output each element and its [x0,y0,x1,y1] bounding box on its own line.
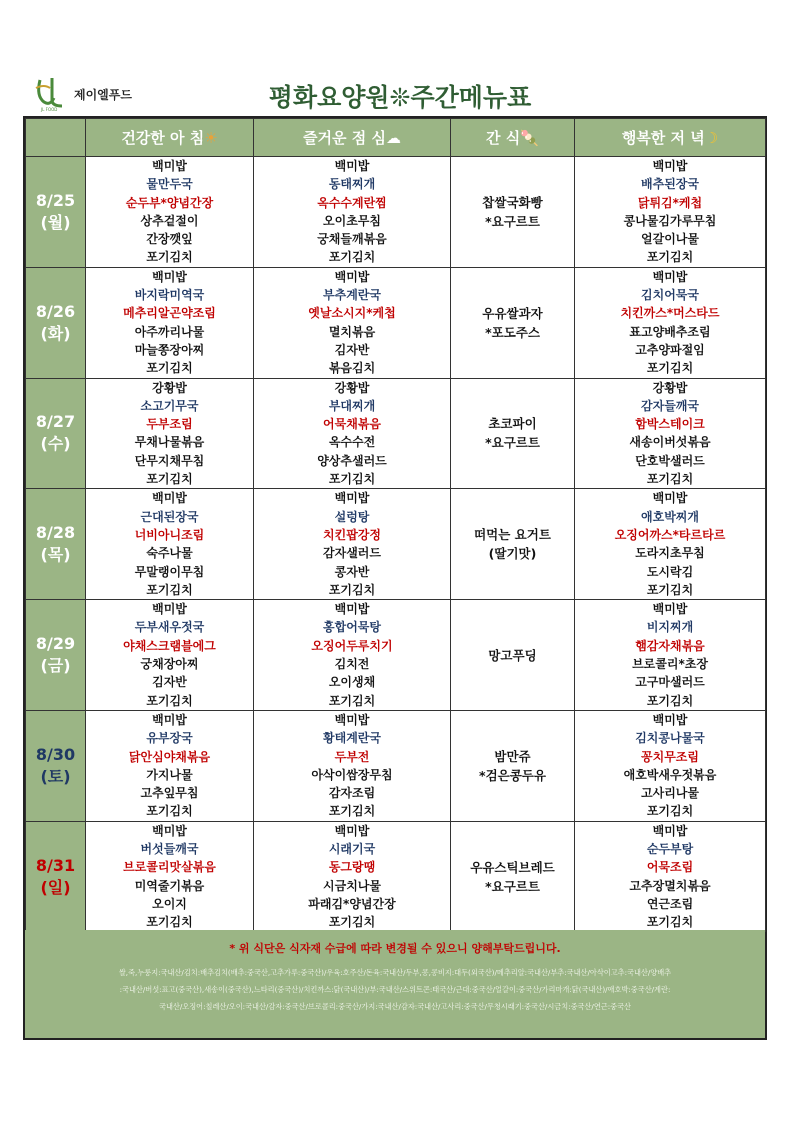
menu-item: 포기김치 [646,582,694,597]
menu-item: 새송이버섯볶음 [629,435,711,450]
menu-item: 포기김치 [146,693,193,708]
menu-item: 포기김치 [146,804,193,819]
menu-item: 강황밥 [334,380,370,395]
day-date: 8/31 [35,855,76,875]
menu-item: 근대된장국 [140,509,199,524]
menu-item: 멸치볶음 [328,324,376,339]
dinner-cell [575,821,766,932]
day-row [26,157,766,268]
menu-item: 감자샐러드 [323,546,381,561]
snack-item: *포도주스 [485,324,540,340]
day-row [26,821,766,932]
menu-item: 닭안심야채볶음 [128,749,211,764]
menu-item: 무말랭이무침 [134,564,205,579]
snack-cell [451,489,575,600]
dinner-cell [575,600,766,711]
header-breakfast: 건강한 아 침☀ [86,119,254,157]
breakfast-cell [86,267,254,378]
menu-item: 유부장국 [146,731,193,746]
header-snack: 간 식🍡 [451,119,575,157]
lunch-cell [254,157,451,268]
menu-item: 고사리나물 [641,786,699,801]
menu-item: 단무지채무침 [134,453,205,468]
menu-item: 포기김치 [328,693,376,708]
day-date: 8/28 [35,523,76,543]
menu-item: 백미밥 [652,712,688,727]
menu-item: 물만두국 [146,177,193,192]
menu-item: 가지나물 [146,767,193,782]
menu-item: 백미밥 [652,823,688,838]
menu-item: 황태계란국 [323,731,381,746]
menu-item: 닭튀김*케첩 [637,195,703,210]
breakfast-cell [86,600,254,711]
menu-item: 양상추샐러드 [317,453,387,468]
menu-item: 시금치나물 [323,878,381,893]
menu-item: 백미밥 [152,269,187,284]
menu-item: 오징어두루치기 [311,638,393,653]
moon-icon: ☽ [704,129,719,147]
header-dinner: 행복한 저 녁☽ [575,119,766,157]
change-notice: * 위 식단은 식자재 수급에 따라 변경될 수 있으니 양해부탁드립니다. [229,942,561,955]
menu-item: 백미밥 [152,712,187,727]
menu-item: 백미밥 [334,602,370,617]
menu-item: 아삭이쌈장무침 [311,767,393,782]
menu-item: 포기김치 [146,472,193,487]
menu-item: 브로콜리맛살볶음 [123,860,216,875]
menu-item: 포기김치 [328,472,376,487]
menu-item: 포기김치 [646,361,694,376]
menu-item: 감자들깨국 [641,398,699,413]
menu-item: 김치전 [334,657,370,672]
snack-cell [451,378,575,489]
menu-item: 숙주나물 [146,546,193,561]
menu-item: 메추리알곤약조림 [123,306,216,321]
lunch-cell [254,600,451,711]
menu-item: 강황밥 [652,380,688,395]
origin-line: :국내산/버섯:표고(중국산),새송이(중국산),느타리(중국산)/치킨까스:닭(국내산)/부:국내산/스위트콘:태국산/근대:중국산/얼갈이:중국산/가리마개:닭(국내산)/애호박:중국산/계란: [119,985,671,994]
cloud-icon: ☁ [385,129,401,147]
menu-item: 간장깻잎 [146,232,193,247]
footer-notes [25,930,765,1038]
dinner-cell [575,489,766,600]
header-lunch: 즐거운 점 심☁ [254,119,451,157]
snack-item: 밤만쥬 [494,748,531,764]
snack-item: (딸기맛) [488,546,537,562]
menu-item: 시래기국 [328,841,376,856]
origin-info [41,964,749,1015]
menu-table-frame [23,116,767,1040]
dinner-cell [575,710,766,821]
snack-item: 떠먹는 요거트 [474,527,551,543]
origin-line: 국내산/오징어:칠레산/오이:국내산/감자:중국산/브로콜리:중국산/가지:국내산/감자:국내산/고사리:중국산/무청시래기:중국산/시금치:중국산/연근:중국산 [159,1002,631,1011]
day-row [26,378,766,489]
day-weekday: (금) [40,656,71,676]
menu-item: 도시락김 [646,564,694,579]
menu-item: 고구마샐러드 [635,675,705,690]
menu-item: 도라지초무침 [635,546,705,561]
menu-item: 바지락미역국 [134,288,205,303]
menu-item: 무채나물볶음 [134,435,205,450]
day-label [26,710,86,821]
menu-item: 김치어묵국 [641,288,699,303]
menu-item: 김자반 [152,675,187,690]
jl-food-logo-icon [32,76,70,112]
day-label [26,489,86,600]
menu-item: 옥수수전 [328,435,376,450]
header-row [26,119,766,157]
dinner-cell [575,378,766,489]
snack-item: *검은콩두유 [479,767,546,783]
menu-item: 백미밥 [334,823,370,838]
menu-item: 상추겉절이 [140,213,199,228]
menu-item: 포기김치 [146,582,193,597]
menu-item: 백미밥 [152,823,187,838]
day-row [26,710,766,821]
menu-item: 꽁치무조림 [641,749,699,764]
menu-item: 백미밥 [152,602,187,617]
menu-item: 고추잎무침 [140,786,199,801]
dango-icon: 🍡 [520,129,539,147]
lunch-cell [254,267,451,378]
menu-item: 야채스크램블에그 [123,638,216,653]
menu-item: 너비아니조림 [134,527,205,542]
menu-item: 함박스테이크 [635,417,705,432]
menu-item: 홍합어묵탕 [323,620,381,635]
menu-item: 소고기무국 [140,398,199,413]
menu-item: 백미밥 [152,491,187,506]
menu-item: 백미밥 [334,491,370,506]
menu-item: 동그랑땡 [328,860,376,875]
origin-line: 쌀,죽,누룽지:국내산/김치:배추김치(배추:중국산,고추가루:중국산)/우육:호주산/돈육:국내산/두부,콩,콩비지:대두(외국산)/메추리알:국내산/부추:국내산/아삭이고추:국내산/양배추 [118,968,672,977]
menu-item: 포기김치 [646,693,694,708]
menu-item: 마늘쫑장아찌 [134,342,205,357]
snack-item: *요구르트 [485,878,540,894]
menu-item: 볶음김치 [328,361,376,376]
dinner-cell [575,157,766,268]
company-logo [30,76,160,112]
menu-item: 포기김치 [146,361,193,376]
menu-item: 포기김치 [646,472,694,487]
breakfast-cell [86,489,254,600]
menu-item: 백미밥 [334,159,370,173]
menu-item: 포기김치 [328,804,376,819]
snack-item: 망고푸딩 [488,647,537,663]
menu-item: 순두부탕 [646,841,694,856]
menu-item: 비지찌개 [646,620,694,635]
menu-item: 궁채들깨볶음 [317,232,387,247]
menu-item: 포기김치 [146,250,193,265]
day-row [26,267,766,378]
company-name: 제이엘푸드 [74,88,132,102]
menu-item: 버섯들깨국 [140,841,199,856]
snack-item: 우유스틱브레드 [470,859,555,875]
menu-item: 두부조림 [146,417,193,432]
menu-item: 옛날소시지*케첩 [308,306,396,321]
menu-item: 포기김치 [328,582,376,597]
menu-item: 김자반 [334,342,370,357]
menu-item: 미역줄기볶음 [134,878,205,893]
menu-item: 백미밥 [652,269,688,284]
snack-cell [451,600,575,711]
snack-cell [451,267,575,378]
day-weekday: (월) [40,212,71,232]
lunch-cell [254,378,451,489]
menu-item: 두부전 [334,749,370,764]
menu-item: 햄감자채볶음 [635,638,705,653]
menu-item: 백미밥 [652,159,688,173]
breakfast-cell [86,157,254,268]
menu-item: 얼갈이나물 [641,232,699,247]
menu-item: 오이지 [152,896,187,911]
day-label [26,821,86,932]
header-corner [26,119,86,157]
snack-item: 우유쌀과자 [482,305,543,321]
menu-item: 백미밥 [652,491,688,506]
snack-cell [451,821,575,932]
menu-item: 포기김치 [646,915,694,930]
day-date: 8/30 [35,744,76,764]
menu-item: 파래김*양념간장 [308,896,396,911]
svg-text:JL FOOD: JL FOOD [41,107,58,112]
menu-item: 감자조림 [328,786,376,801]
menu-item: 동태찌개 [328,177,376,192]
dinner-cell [575,267,766,378]
menu-item: 어묵채볶음 [323,417,381,432]
menu-item: 어묵조림 [646,860,694,875]
snack-item: *요구르트 [485,435,540,451]
menu-item: 순두부*양념간장 [125,195,214,210]
menu-item: 백미밥 [152,159,187,173]
page-title: 평화요양원❊주간메뉴표 [268,83,532,112]
menu-item: 브로콜리*초장 [632,657,708,672]
menu-item: 연근조림 [646,896,694,911]
day-weekday: (일) [40,877,71,897]
menu-item: 고추장멸치볶음 [629,878,711,893]
day-weekday: (수) [40,434,71,454]
menu-item: 콩자반 [334,564,370,579]
day-label [26,600,86,711]
menu-item: 강황밥 [152,380,187,395]
menu-item: 오징어까스*타르타르 [614,527,726,542]
snack-item: 찹쌀국화빵 [482,194,543,210]
menu-item: 오이초무침 [323,213,381,228]
menu-item: 애호박찌개 [641,509,699,524]
menu-item: 포기김치 [646,250,694,265]
menu-item: 치킨팝강정 [323,527,381,542]
day-date: 8/29 [35,634,76,654]
day-weekday: (목) [40,545,71,565]
menu-item: 포기김치 [328,250,376,265]
menu-item: 배추된장국 [641,177,699,192]
menu-item: 백미밥 [334,269,370,284]
menu-item: 아주까리나물 [134,324,205,339]
menu-item: 옥수수계란찜 [317,195,387,210]
day-weekday: (토) [40,766,71,786]
weekly-menu-table [25,118,766,932]
day-date: 8/25 [35,190,76,210]
menu-item: 부추계란국 [323,288,381,303]
menu-item: 궁채장아찌 [140,657,199,672]
breakfast-cell [86,710,254,821]
day-row [26,489,766,600]
menu-item: 표고양배추조림 [629,324,711,339]
menu-item: 백미밥 [652,602,688,617]
day-row [26,600,766,711]
day-date: 8/26 [35,301,76,321]
day-label [26,157,86,268]
day-weekday: (화) [40,323,71,343]
menu-item: 포기김치 [328,915,376,930]
lunch-cell [254,489,451,600]
day-date: 8/27 [35,412,76,432]
snack-cell [451,710,575,821]
menu-item: 설렁탕 [334,509,370,524]
menu-item: 고추양파절임 [635,342,705,357]
menu-item: 치킨까스*머스타드 [620,306,720,321]
menu-item: 포기김치 [146,915,193,930]
breakfast-cell [86,821,254,932]
day-label [26,378,86,489]
menu-item: 애호박새우젓볶음 [623,767,717,782]
snack-cell [451,157,575,268]
lunch-cell [254,710,451,821]
menu-item: 김치콩나물국 [635,731,705,746]
snack-item: 초코파이 [488,416,537,432]
menu-item: 부대찌개 [328,398,376,413]
breakfast-cell [86,378,254,489]
menu-item: 포기김치 [646,804,694,819]
snack-item: *요구르트 [485,213,540,229]
menu-item: 백미밥 [334,712,370,727]
menu-item: 콩나물김가루무침 [623,213,717,228]
lunch-cell [254,821,451,932]
sun-icon: ☀ [204,129,218,147]
day-label [26,267,86,378]
menu-item: 오이생채 [328,675,376,690]
menu-item: 두부새우젓국 [134,620,205,635]
menu-item: 단호박샐러드 [635,453,705,468]
